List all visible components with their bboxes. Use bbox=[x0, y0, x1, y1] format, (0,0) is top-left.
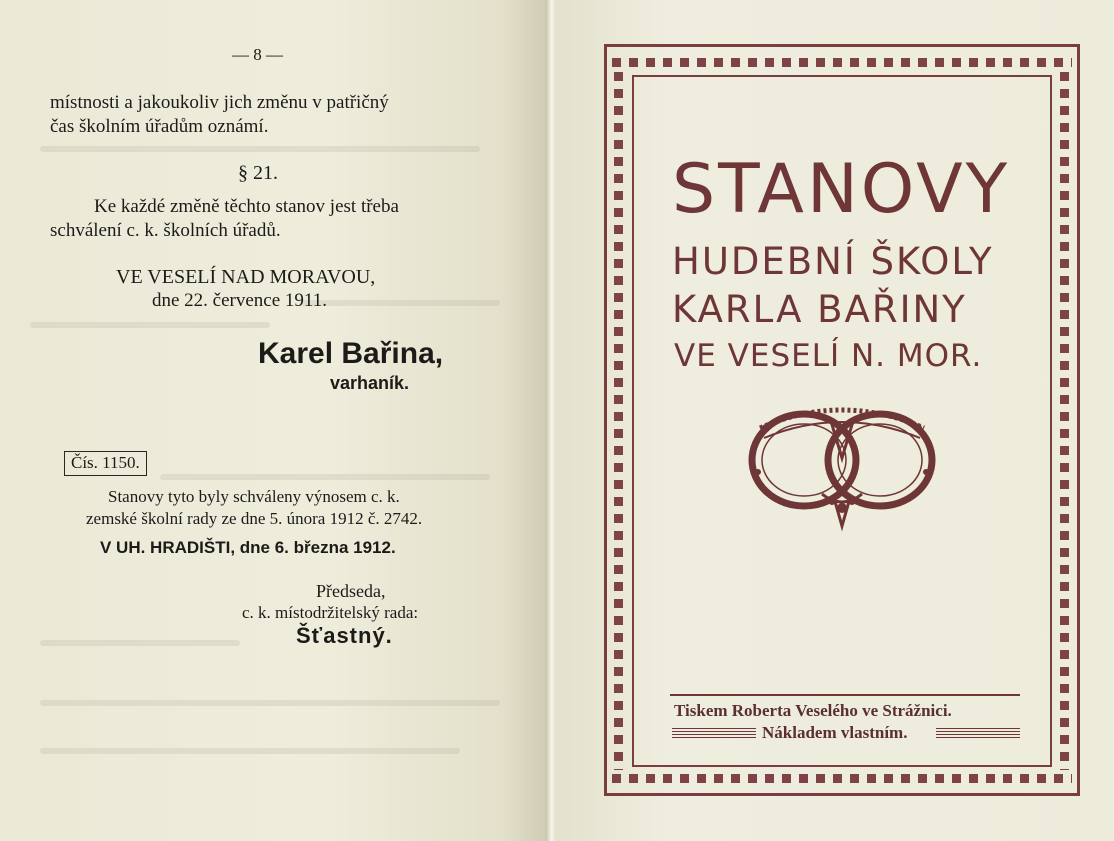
bleed-through-mark bbox=[30, 322, 270, 328]
cover-square-border-top bbox=[612, 56, 1072, 70]
page-number: — 8 — bbox=[232, 45, 283, 64]
president-name: Šťastný. bbox=[296, 623, 393, 648]
bleed-through-mark bbox=[40, 748, 460, 754]
cover-square-border-bottom bbox=[612, 772, 1072, 786]
printer-imprint: Tiskem Roberta Veselého ve Strážnici. bbox=[674, 701, 952, 720]
body-line: čas školním úřadům oznámí. bbox=[50, 116, 269, 137]
signing-place: VE VESELÍ NAD MORAVOU, bbox=[116, 266, 376, 288]
publisher-row bbox=[672, 722, 1020, 744]
interlaced-rings-garland-icon bbox=[742, 398, 942, 538]
bleed-through-mark bbox=[300, 300, 500, 306]
signer-name: Karel Bařina, bbox=[258, 337, 444, 370]
publisher-imprint: Nákladem vlastním. bbox=[762, 723, 908, 742]
reference-number-box: Čís. 1150. bbox=[64, 451, 147, 476]
decorative-lines bbox=[672, 728, 756, 738]
cover-rule bbox=[670, 694, 1020, 696]
cover-square-border-right bbox=[1058, 72, 1072, 770]
bleed-through-mark bbox=[160, 474, 490, 480]
approval-line: Stanovy tyto byly schváleny výnosem c. k. bbox=[108, 487, 400, 506]
bleed-through-mark bbox=[40, 700, 500, 706]
signer-role: varhaník. bbox=[330, 373, 410, 393]
cover-subtitle-line: VE VESELÍ N. MOR. bbox=[674, 338, 983, 374]
president-title: Předseda, bbox=[316, 581, 386, 601]
approval-line: zemské školní rady ze dne 5. února 1912 č. 2742. bbox=[86, 509, 423, 528]
cover-subtitle-line: HUDEBNÍ ŠKOLY bbox=[672, 240, 994, 283]
body-line: Ke každé změně těchto stanov jest třeba bbox=[94, 196, 399, 217]
cover-title: STANOVY bbox=[672, 150, 1011, 229]
issued-place-date: V UH. HRADIŠTI, dne 6. března 1912. bbox=[100, 538, 396, 557]
bleed-through-mark bbox=[40, 640, 240, 646]
cover-subtitle-line: KARLA BAŘINY bbox=[672, 288, 967, 331]
president-rank: c. k. místodržitelský rada: bbox=[242, 603, 419, 622]
cover-square-border-left bbox=[612, 72, 626, 770]
bleed-through-mark bbox=[40, 146, 480, 152]
body-line: místnosti a jakoukoliv jich změnu v patřičný bbox=[50, 92, 389, 113]
body-line: schválení c. k. školních úřadů. bbox=[50, 220, 281, 241]
decorative-lines bbox=[936, 728, 1020, 738]
section-heading: § 21. bbox=[238, 162, 278, 184]
signing-date: dne 22. července 1911. bbox=[152, 290, 327, 311]
